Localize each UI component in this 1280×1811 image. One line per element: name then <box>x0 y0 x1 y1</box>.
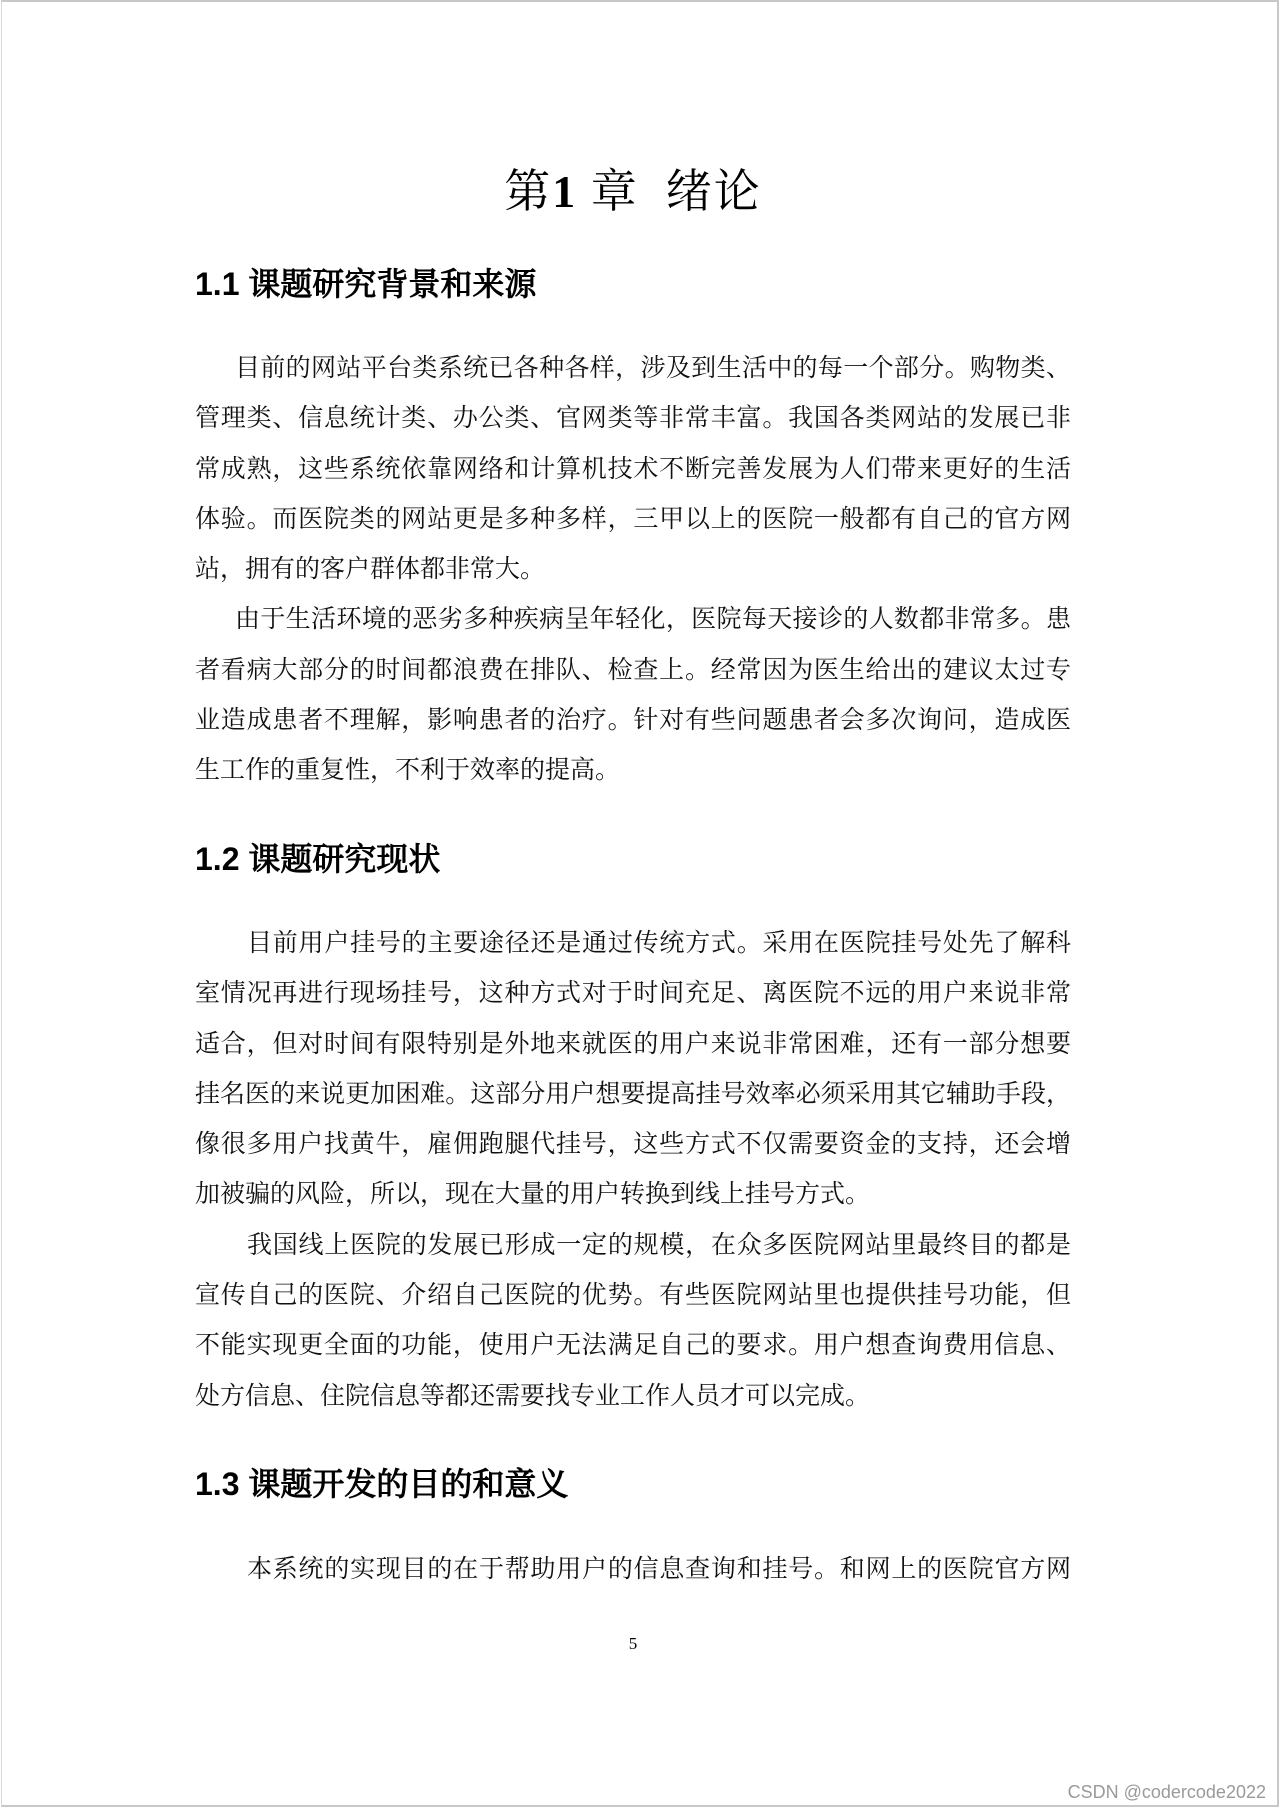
document-page <box>1 0 1279 1807</box>
paragraph-line: 室情况再进行现场挂号，这种方式对于时间充足、离医院不远的用户来说非常 <box>195 980 1071 1008</box>
chapter-title <box>2 162 1264 222</box>
chapter-number: 1 <box>552 166 578 217</box>
chapter-title-prefix: 第 <box>504 166 553 217</box>
paragraph-line: 挂名医的来说更加困难。这部分用户想要提高挂号效率必须采用其它辅助手段， <box>195 1080 1071 1108</box>
paragraph-line: 生工作的重复性，不利于效率的提高。 <box>195 757 621 785</box>
paragraph-line: 体验。而医院类的网站更是多种多样，三甲以上的医院一般都有自己的官方网 <box>195 505 1071 533</box>
paragraph-line: 常成熟，这些系统依靠网络和计算机技术不断完善发展为人们带来更好的生活 <box>195 455 1071 483</box>
chapter-title-text: 章 绪论 <box>590 166 762 217</box>
paragraph-line: 由于生活环境的恶劣多种疾病呈年轻化，医院每天接诊的人数都非常多。患 <box>235 606 1071 634</box>
section-heading-1-2: 1.2 课题研究现状 <box>195 841 441 877</box>
paragraph-line: 像很多用户找黄牛，雇佣跑腿代挂号，这些方式不仅需要资金的支持，还会增 <box>195 1131 1071 1159</box>
paragraph-line: 站，拥有的客户群体都非常大。 <box>195 556 546 584</box>
section-1-2-body <box>195 919 1071 1422</box>
section-heading-1-1: 1.1 课题研究背景和来源 <box>195 266 537 302</box>
paragraph-line: 适合，但对时间有限特别是外地来就医的用户来说非常困难，还有一部分想要 <box>195 1030 1071 1058</box>
page-number: 5 <box>628 1634 638 1653</box>
paragraph-line: 本系统的实现目的在于帮助用户的信息查询和挂号。和网上的医院官方网 <box>247 1556 1071 1583</box>
paragraph-line: 处方信息、住院信息等都还需要找专业工作人员才可以完成。 <box>195 1382 871 1410</box>
paragraph-line: 加被骗的风险，所以，现在大量的用户转换到线上挂号方式。 <box>195 1181 871 1209</box>
paragraph-line: 管理类、信息统计类、办公类、官网类等非常丰富。我国各类网站的发展已非 <box>195 405 1071 433</box>
paragraph-line: 者看病大部分的时间都浪费在排队、检查上。经常因为医生给出的建议太过专 <box>195 656 1071 684</box>
paragraph-line: 宣传自己的医院、介绍自己医院的优势。有些医院网站里也提供挂号功能，但 <box>195 1282 1071 1310</box>
paragraph-line: 目前的网站平台类系统已各种各样，涉及到生活中的每一个部分。购物类、 <box>235 355 1071 382</box>
paragraph-line: 目前用户挂号的主要途径还是通过传统方式。采用在医院挂号处先了解科 <box>247 930 1071 957</box>
watermark: CSDN @codercode2022 <box>1067 1782 1266 1802</box>
section-1-3-body <box>195 1545 1071 1595</box>
section-heading-1-3: 1.3 课题开发的目的和意义 <box>195 1466 569 1502</box>
paragraph-line: 业造成患者不理解，影响患者的治疗。针对有些问题患者会多次询问，造成医 <box>195 707 1071 735</box>
section-1-1-body <box>195 344 1071 797</box>
paragraph-line: 我国线上医院的发展已形成一定的规模，在众多医院网站里最终目的都是 <box>247 1231 1071 1259</box>
paragraph-line: 不能实现更全面的功能，使用户无法满足自己的要求。用户想查询费用信息、 <box>195 1332 1071 1360</box>
